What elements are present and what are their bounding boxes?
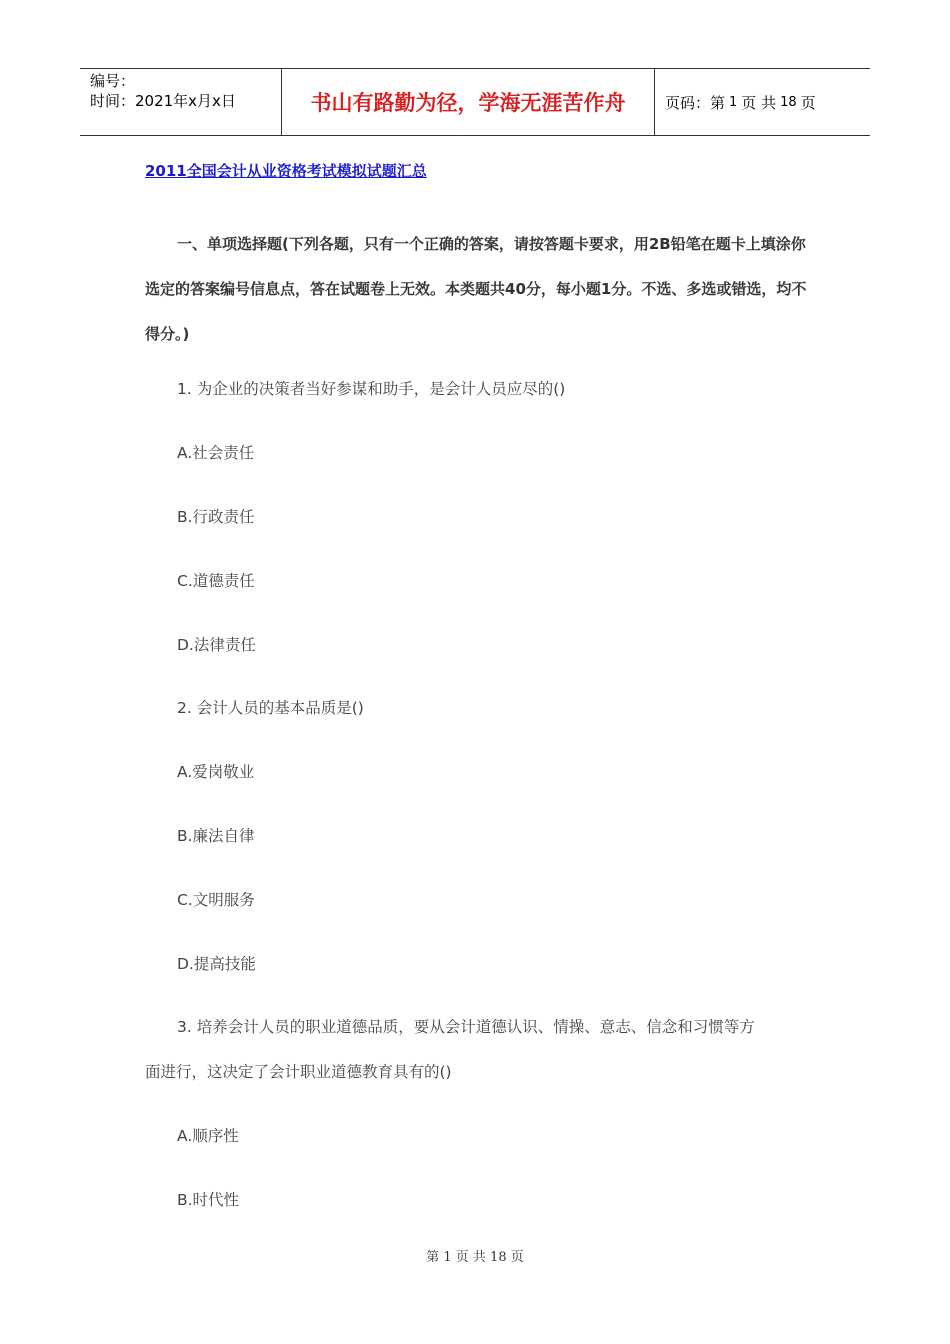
- question-stem: 2. 会计人员的基本品质是(): [177, 699, 364, 717]
- header-page-info: [655, 69, 870, 135]
- option-item: D.法律责任: [177, 636, 256, 654]
- option-item: A.社会责任: [177, 444, 255, 462]
- page-prefix: 页码：第: [665, 93, 726, 112]
- page-suffix: 页: [800, 93, 816, 112]
- header-meta: [80, 69, 282, 135]
- section-heading: 一、单项选择题(下列各题，只有一个正确的答案，请按答题卡要求，用2B铅笔在题卡上填涂你选定的答案编号信息点，答在试题卷上无效。本类题共40分，每小题1分。不选、多选或错选，均不得分。): [145, 235, 807, 343]
- option-item: B.廉法自律: [177, 827, 255, 845]
- page-footer: 第 1 页 共 18 页: [426, 1250, 524, 1265]
- page-current: 1: [729, 94, 738, 110]
- page-mid: 页 共: [741, 93, 777, 112]
- question-stem-continued: 面进行，这决定了会计职业道德教育具有的(): [145, 1063, 452, 1081]
- question-stem: 3. 培养会计人员的职业道德品质，要从会计道德认识、情操、意志、信念和习惯等方: [177, 1018, 755, 1036]
- number-label: 编号：: [90, 72, 136, 90]
- date-label: 时间：2021年x月x日: [90, 92, 236, 110]
- page-header: [80, 68, 870, 136]
- option-item: A.顺序性: [177, 1127, 239, 1145]
- page-total: 18: [780, 94, 797, 110]
- option-item: A.爱岗敬业: [177, 763, 255, 781]
- question-stem: 1. 为企业的决策者当好参谋和助手，是会计人员应尽的(): [177, 380, 566, 398]
- option-item: C.道德责任: [177, 572, 255, 590]
- option-item: D.提高技能: [177, 955, 256, 973]
- document-title-link[interactable]: 2011全国会计从业资格考试模拟试题汇总: [145, 162, 427, 180]
- option-item: C.文明服务: [177, 891, 255, 909]
- option-item: B.时代性: [177, 1191, 240, 1209]
- header-motto: 书山有路勤为径，学海无涯苦作舟: [282, 69, 655, 135]
- option-item: B.行政责任: [177, 508, 255, 526]
